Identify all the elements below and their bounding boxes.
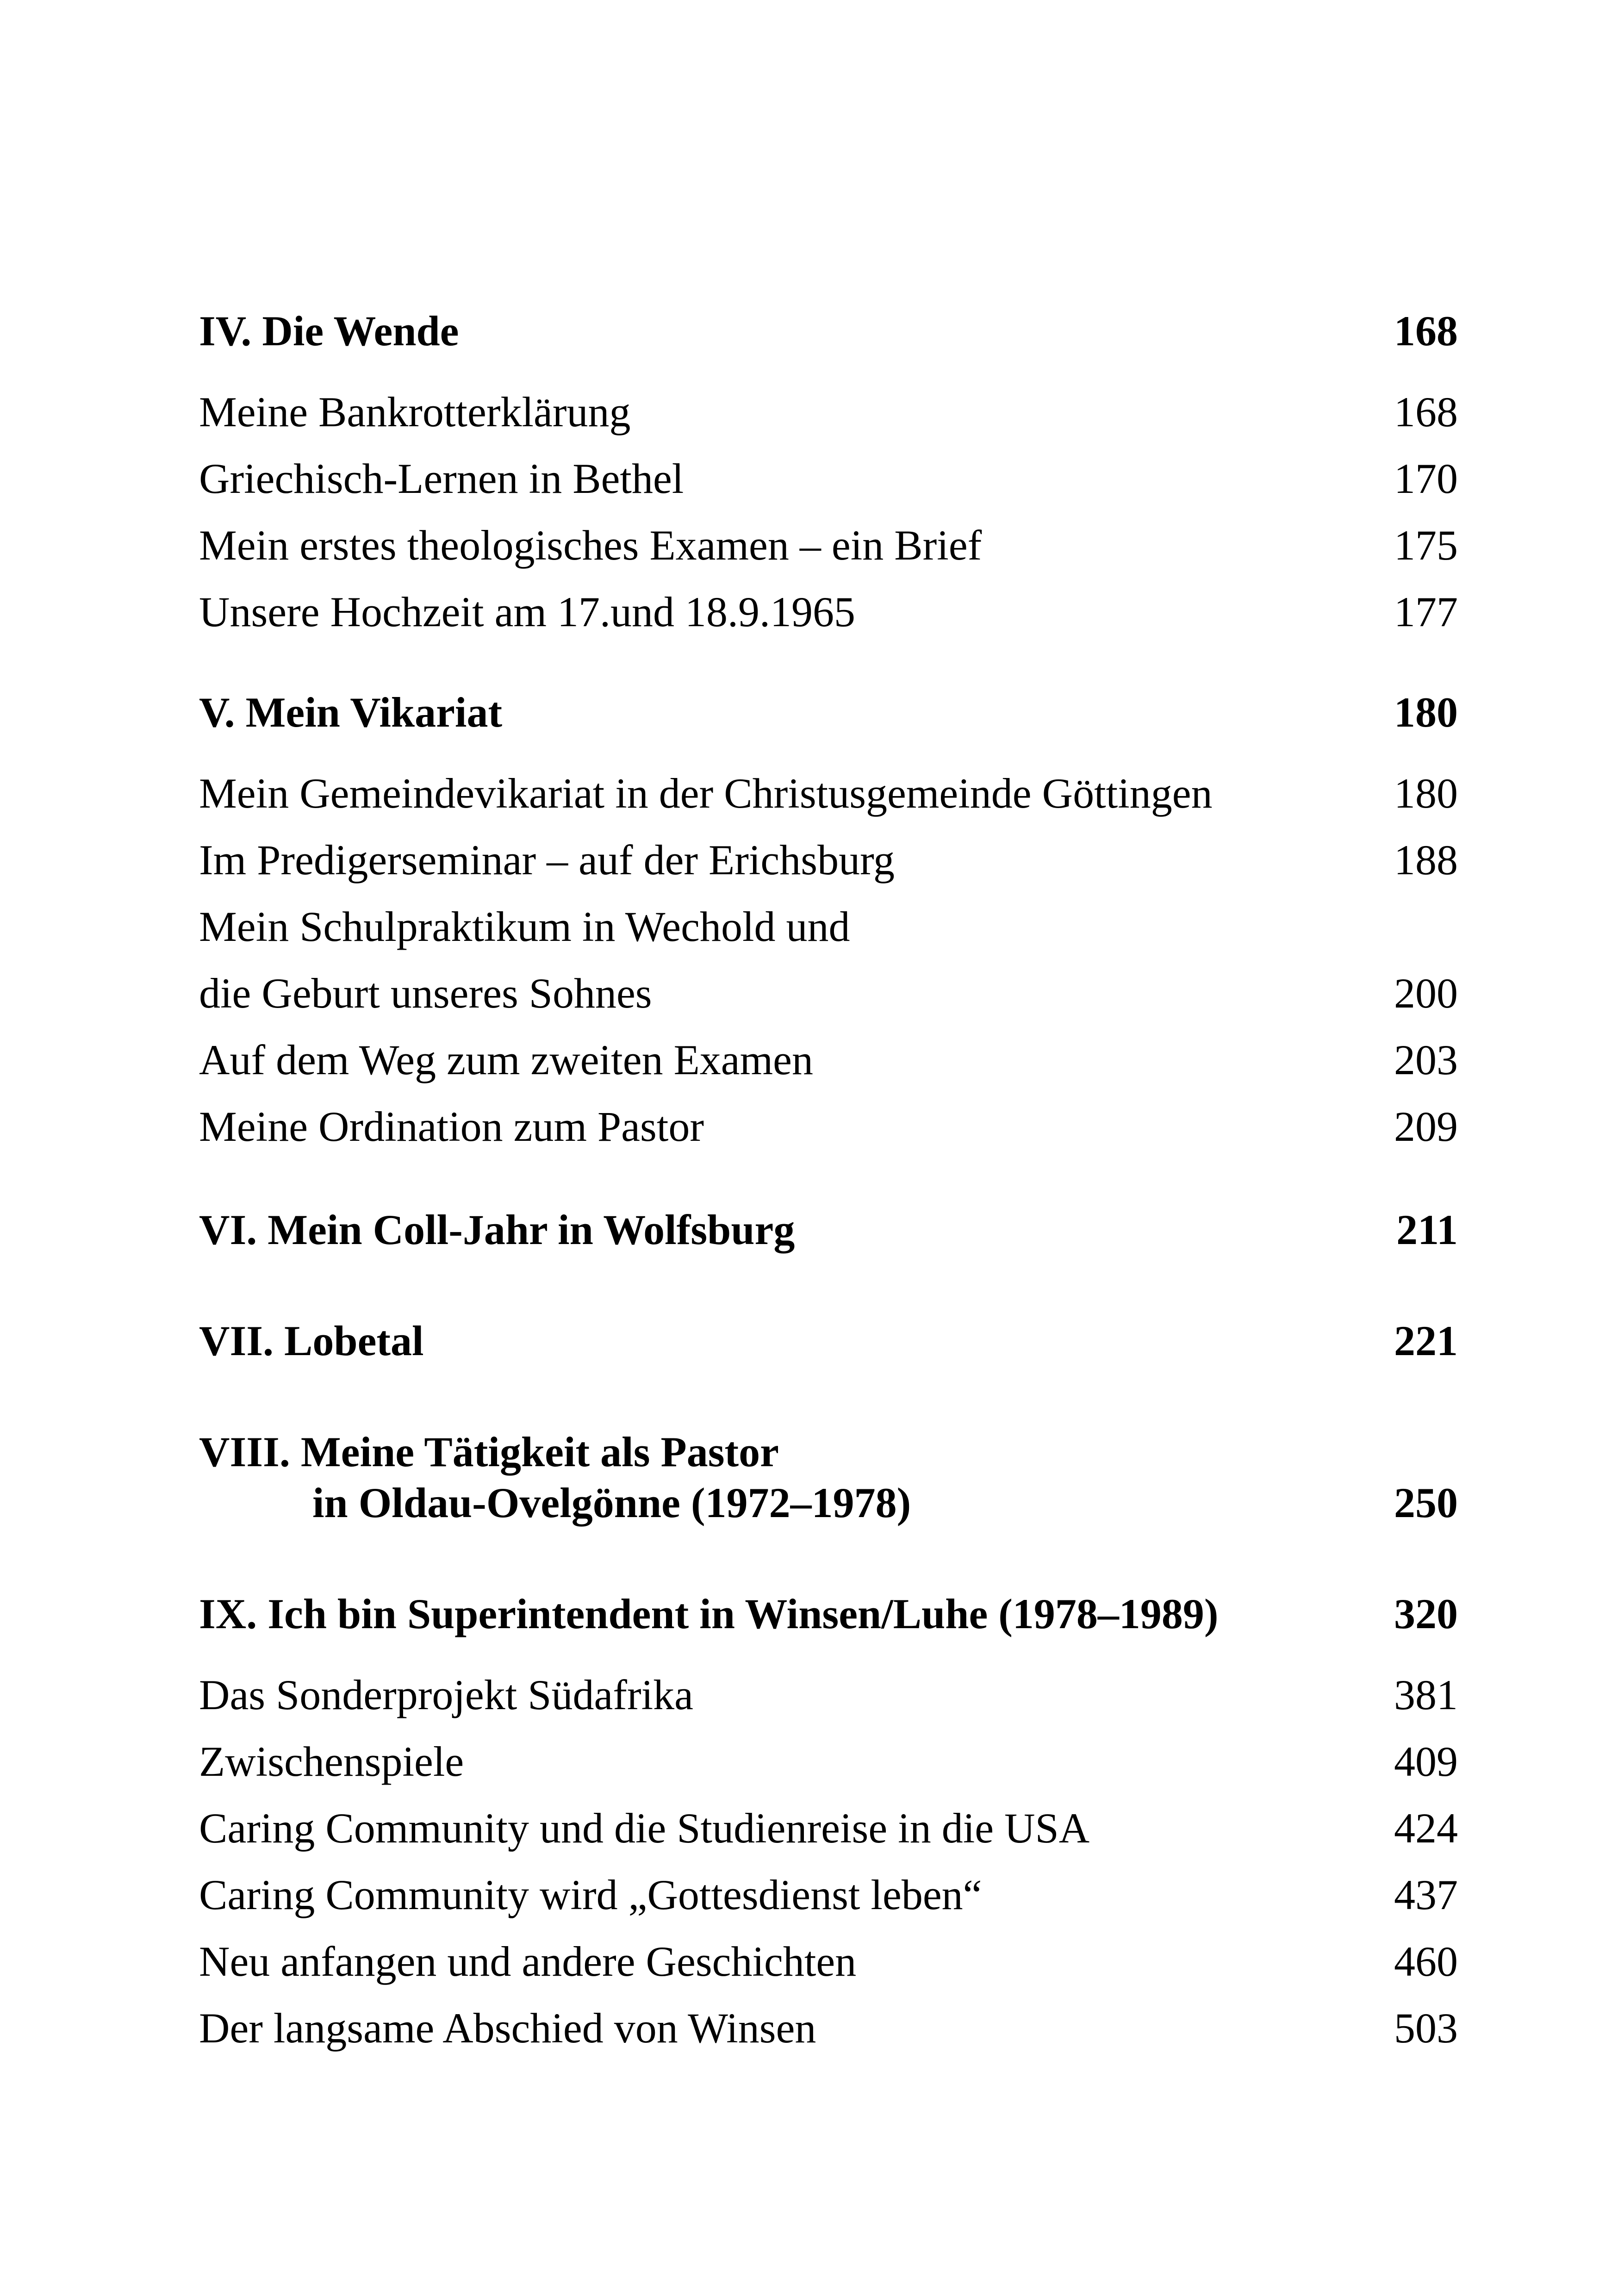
toc-entry[interactable]: [199, 379, 1458, 445]
toc-entry[interactable]: [199, 579, 1458, 645]
entry-page: 180: [1394, 770, 1458, 817]
toc-entry[interactable]: [199, 512, 1458, 579]
section-title: V. Mein Vikariat: [199, 689, 503, 736]
section-page: 250: [1394, 1479, 1458, 1526]
section-title: IV. Die Wende: [199, 307, 459, 355]
toc-entry[interactable]: [199, 760, 1458, 827]
entry-title: Zwischenspiele: [199, 1738, 464, 1785]
entry-title: Im Predigerseminar – auf der Erichsburg: [199, 836, 895, 884]
entry-page: 460: [1394, 1938, 1458, 1985]
section-title-line2: in Oldau-Ovelgönne (1972–1978): [312, 1479, 911, 1526]
section-heading-v[interactable]: [199, 687, 1458, 738]
entry-title: Meine Ordination zum Pastor: [199, 1103, 704, 1150]
entry-title: Neu anfangen und andere Geschichten: [199, 1938, 857, 1985]
toc-entry[interactable]: [199, 1027, 1458, 1093]
section-heading-iv[interactable]: [199, 305, 1458, 356]
toc-entry[interactable]: [199, 893, 1458, 960]
section-title: VII. Lobetal: [199, 1317, 424, 1364]
entry-title: Mein Gemeindevikariat in der Christusgemeinde Göttingen: [199, 770, 1213, 817]
entry-page: 209: [1394, 1103, 1458, 1150]
entry-page: 175: [1394, 522, 1458, 569]
entry-page: 188: [1394, 836, 1458, 884]
toc-entry[interactable]: [199, 1093, 1458, 1160]
entry-title: Mein erstes theologisches Examen – ein Brief: [199, 522, 982, 569]
section-page: 180: [1394, 689, 1458, 736]
entry-title: Mein Schulpraktikum in Wechold und: [199, 903, 850, 950]
section-heading-ix[interactable]: [199, 1588, 1458, 1639]
section-page: 320: [1394, 1590, 1458, 1637]
toc-entry[interactable]: [199, 445, 1458, 512]
entry-page: 177: [1394, 588, 1458, 635]
entry-title: Das Sonderprojekt Südafrika: [199, 1671, 693, 1718]
toc-entry[interactable]: [199, 1728, 1458, 1795]
section-title: VI. Mein Coll-Jahr in Wolfsburg: [199, 1206, 795, 1253]
entry-title: Auf dem Weg zum zweiten Examen: [199, 1036, 813, 1083]
entry-page: 381: [1394, 1671, 1458, 1718]
entry-title: Der langsame Abschied von Winsen: [199, 2004, 816, 2052]
entry-page: 424: [1394, 1804, 1458, 1852]
table-of-contents: [199, 305, 1458, 2061]
section-page: 221: [1394, 1317, 1458, 1364]
entry-page: 503: [1394, 2004, 1458, 2052]
entry-page: 168: [1394, 388, 1458, 436]
toc-entry[interactable]: [199, 1661, 1458, 1728]
entry-title: Meine Bankrotterklärung: [199, 388, 631, 436]
section-title: IX. Ich bin Superintendent in Winsen/Luhe (1978–1989): [199, 1590, 1219, 1637]
entry-title: Caring Community und die Studienreise in die USA: [199, 1804, 1090, 1852]
section-title: [199, 1426, 911, 1528]
section-heading-vii[interactable]: [199, 1315, 1458, 1366]
entry-page: 200: [1394, 970, 1458, 1017]
section-title-line1: VIII. Meine Tätigkeit als Pastor: [199, 1428, 779, 1475]
entry-title: Griechisch-Lernen in Bethel: [199, 455, 684, 502]
entry-page: 170: [1394, 455, 1458, 502]
toc-entry[interactable]: [199, 960, 1458, 1027]
entry-title: Unsere Hochzeit am 17.und 18.9.1965: [199, 588, 856, 635]
section-heading-viii[interactable]: [199, 1426, 1458, 1528]
section-heading-vi[interactable]: [199, 1204, 1458, 1255]
entry-page: 203: [1394, 1036, 1458, 1083]
entry-title: die Geburt unseres Sohnes: [199, 970, 652, 1017]
toc-entry[interactable]: [199, 1861, 1458, 1928]
toc-entry[interactable]: [199, 1928, 1458, 1995]
toc-entry[interactable]: [199, 1795, 1458, 1861]
toc-entry[interactable]: [199, 1995, 1458, 2061]
section-page: 211: [1396, 1206, 1458, 1253]
entry-page: 409: [1394, 1738, 1458, 1785]
entry-page: 437: [1394, 1871, 1458, 1918]
section-page: 168: [1394, 307, 1458, 355]
entry-title: Caring Community wird „Gottesdienst leben“: [199, 1871, 982, 1918]
toc-entry[interactable]: [199, 827, 1458, 893]
